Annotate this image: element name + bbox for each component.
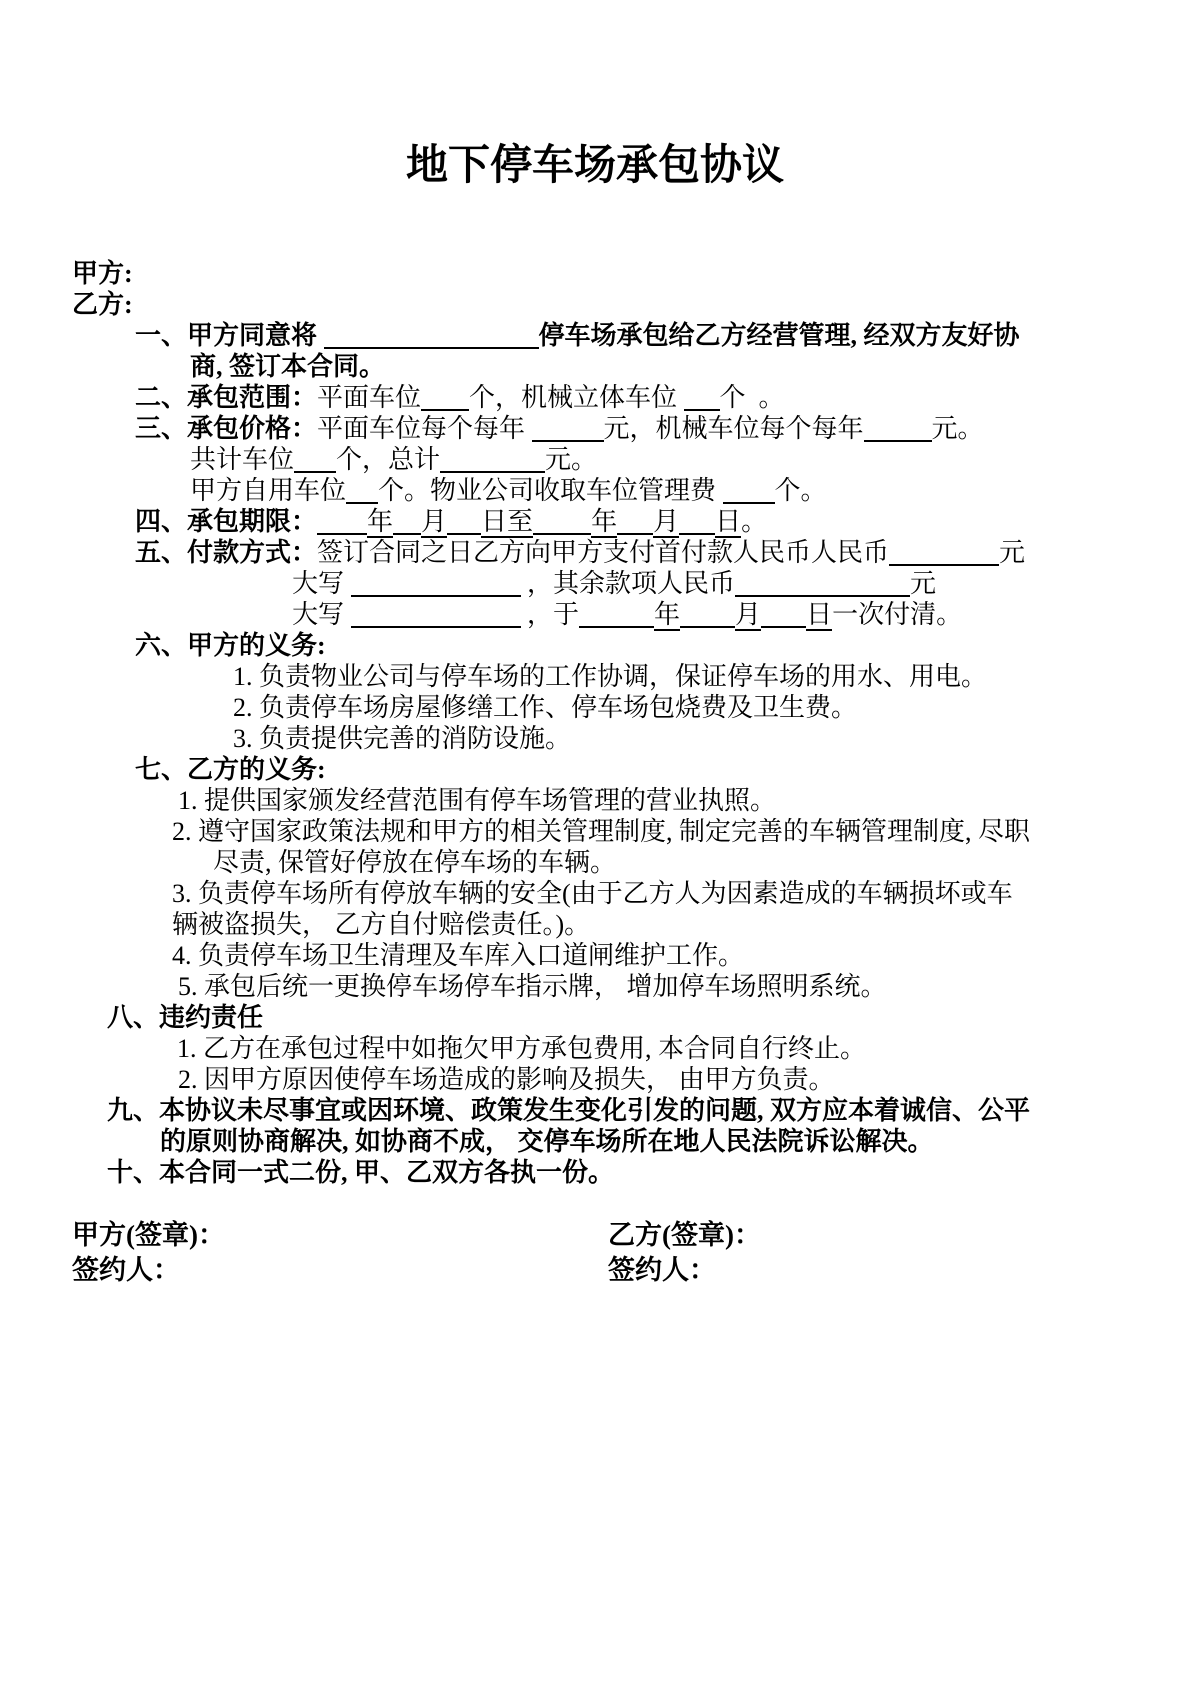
clause-4 <box>0 506 1190 537</box>
text-segment: 甲方自用车位 <box>190 476 347 505</box>
blank-fill-in-line <box>351 571 521 597</box>
text-segment: ，其余款项人民币 <box>520 569 736 598</box>
clause-1-line-1 <box>0 320 1190 351</box>
blank-fill-in-line <box>761 602 806 628</box>
text-segment: 五、付款方式： <box>135 538 318 567</box>
document-title: 地下停车场承包协议 <box>405 143 784 189</box>
text-segment: 停车场承包给乙方经营管理, 经双方友好协 <box>538 321 1020 350</box>
clause-9-line-2 <box>0 1126 1190 1157</box>
clause-7-item-5 <box>0 971 1190 1002</box>
underlined-text-segment: 日 <box>806 600 833 629</box>
text-segment: 九、本协议未尽事宜或因环境、政策发生变化引发的问题, 双方应本着诚信、公平 <box>107 1096 1031 1125</box>
blank-fill-in-line <box>617 509 653 535</box>
underlined-text-segment: 月 <box>421 507 448 536</box>
blank-fill-in-line <box>393 509 421 535</box>
clause-8-item-1 <box>0 1033 1190 1064</box>
clause-3-line-1 <box>0 413 1190 444</box>
underlined-text-segment: 年 <box>654 600 681 629</box>
clause-3-line-2 <box>0 444 1190 475</box>
blank-fill-in-line <box>684 385 720 411</box>
blank-fill-in-line <box>532 416 604 442</box>
clause-8-item-2 <box>0 1064 1190 1095</box>
text-segment: 共计车位 <box>190 445 295 474</box>
blank-fill-in-line <box>351 602 521 628</box>
text-segment: 5. 承包后统一更换停车场停车指示牌， 增加停车场照明系统。 <box>178 972 887 1001</box>
blank-fill-in-line <box>346 478 378 504</box>
clause-1-line-2 <box>0 351 1190 382</box>
blank-fill-in-line <box>324 323 539 349</box>
blank-fill-in-line <box>723 478 775 504</box>
party-b-signer-label: 签约人： <box>608 1255 716 1285</box>
underlined-text-segment: 年 <box>367 507 394 536</box>
text-segment: 个 。 <box>719 383 785 412</box>
clause-6-item-1 <box>0 661 1190 692</box>
text-segment: 二、承包范围： <box>135 383 318 412</box>
text-segment: 尽责, 保管好停放在停车场的车辆。 <box>213 848 617 877</box>
party-a-seal-label: 甲方(签章)： <box>72 1220 225 1250</box>
text-segment: 商, 签订本合同。 <box>190 352 386 381</box>
text-segment: ，于 <box>520 600 580 629</box>
clause-7-item-3-line-1 <box>0 878 1190 909</box>
text-segment: 1. 乙方在承包过程中如拖欠甲方承包费用, 本合同自行终止。 <box>177 1034 867 1063</box>
clause-5-line-3 <box>0 599 1190 630</box>
blank-fill-in-line <box>447 509 481 535</box>
text-segment: 元。 <box>931 414 984 443</box>
clause-7-item-3-line-2 <box>0 909 1190 940</box>
text-segment: 四、承包期限： <box>135 507 318 536</box>
text-segment: 个。 <box>774 476 827 505</box>
text-segment: 的原则协商解决, 如协商不成， 交停车场所在地人民法院诉讼解决。 <box>160 1127 934 1156</box>
clause-9-line-1 <box>0 1095 1190 1126</box>
text-segment: 一、甲方同意将 <box>135 321 324 350</box>
clause-3-line-3 <box>0 475 1190 506</box>
clause-7-heading <box>0 754 1190 785</box>
text-segment: 1. 提供国家颁发经营范围有停车场管理的营业执照。 <box>178 786 777 815</box>
text-segment: 4. 负责停车场卫生清理及车库入口道闸维护工作。 <box>172 941 745 970</box>
text-segment: 七、乙方的义务: <box>135 755 326 784</box>
text-segment: 元 <box>910 569 937 598</box>
blank-fill-in-line <box>735 571 910 597</box>
text-segment: 甲方: <box>72 259 133 288</box>
blank-fill-in-line <box>421 385 469 411</box>
text-segment: 3. 负责提供完善的消防设施。 <box>233 724 572 753</box>
underlined-text-segment: 日至 <box>481 507 534 536</box>
party-a-signer-label: 签约人： <box>72 1255 180 1285</box>
party-b-seal-label: 乙方(签章)： <box>608 1220 761 1250</box>
clause-6-item-2 <box>0 692 1190 723</box>
clause-6-heading <box>0 630 1190 661</box>
clause-6-item-3 <box>0 723 1190 754</box>
party-b-label <box>0 289 1190 320</box>
text-segment: 2. 负责停车场房屋修缮工作、停车场包烧费及卫生费。 <box>233 693 858 722</box>
text-segment: 十、本合同一式二份, 甲、乙双方各执一份。 <box>107 1158 615 1187</box>
text-segment: 个，总计 <box>336 445 441 474</box>
blank-fill-in-line <box>533 509 591 535</box>
text-segment: 乙方: <box>72 290 133 319</box>
text-segment: 签订合同之日乙方向甲方支付首付款人民币人民币 <box>317 538 890 567</box>
signature-block <box>0 1218 1190 1288</box>
blank-fill-in-line <box>680 602 735 628</box>
text-segment: 平面车位 <box>317 383 422 412</box>
text-segment: 元，机械车位每个每年 <box>603 414 864 443</box>
text-segment: 辆被盗损失， 乙方自付赔偿责任。)。 <box>172 910 591 939</box>
text-segment: 2. 遵守国家政策法规和甲方的相关管理制度, 制定完善的车辆管理制度, 尽职 <box>172 817 1031 846</box>
text-segment: 三、承包价格： <box>135 414 318 443</box>
party-a-label <box>0 258 1190 289</box>
signature-seal-row <box>0 1218 1190 1253</box>
text-segment: 元 <box>999 538 1026 567</box>
text-segment: 六、甲方的义务: <box>135 631 326 660</box>
blank-fill-in-line <box>317 509 367 535</box>
text-segment: 1. 负责物业公司与停车场的工作协调，保证停车场的用水、用电。 <box>233 662 988 691</box>
text-segment: 个，机械立体车位 <box>469 383 684 412</box>
document-body <box>0 258 1190 1188</box>
text-segment: 大写 <box>292 569 351 598</box>
clause-7-item-2-line-2 <box>0 847 1190 878</box>
underlined-text-segment: 日 <box>715 507 742 536</box>
clause-5-line-1 <box>0 537 1190 568</box>
text-segment: 一次付清。 <box>832 600 963 629</box>
underlined-text-segment: 月 <box>653 507 680 536</box>
underlined-text-segment: 月 <box>735 600 762 629</box>
text-segment: 3. 负责停车场所有停放车辆的安全(由于乙方人为因素造成的车辆损坏或车 <box>172 879 1013 908</box>
signature-signer-row <box>0 1253 1190 1288</box>
text-segment: 平面车位每个每年 <box>317 414 532 443</box>
blank-fill-in-line <box>579 602 654 628</box>
text-segment: 2. 因甲方原因使停车场造成的影响及损失， 由甲方负责。 <box>178 1065 835 1094</box>
blank-fill-in-line <box>864 416 932 442</box>
clause-7-item-2-line-1 <box>0 816 1190 847</box>
text-segment: 元。 <box>545 445 598 474</box>
blank-fill-in-line <box>440 447 545 473</box>
clause-7-item-4 <box>0 940 1190 971</box>
clause-10 <box>0 1157 1190 1188</box>
text-segment: 八、违约责任 <box>107 1003 264 1032</box>
blank-fill-in-line <box>294 447 336 473</box>
text-segment: 个。物业公司收取车位管理费 <box>378 476 723 505</box>
text-segment: 大写 <box>292 600 351 629</box>
blank-fill-in-line <box>889 540 999 566</box>
underlined-text-segment: 年 <box>591 507 618 536</box>
clause-7-item-1 <box>0 785 1190 816</box>
clause-2 <box>0 382 1190 413</box>
clause-8-heading <box>0 1002 1190 1033</box>
text-segment: 。 <box>741 507 768 536</box>
blank-fill-in-line <box>679 509 715 535</box>
clause-5-line-2 <box>0 568 1190 599</box>
